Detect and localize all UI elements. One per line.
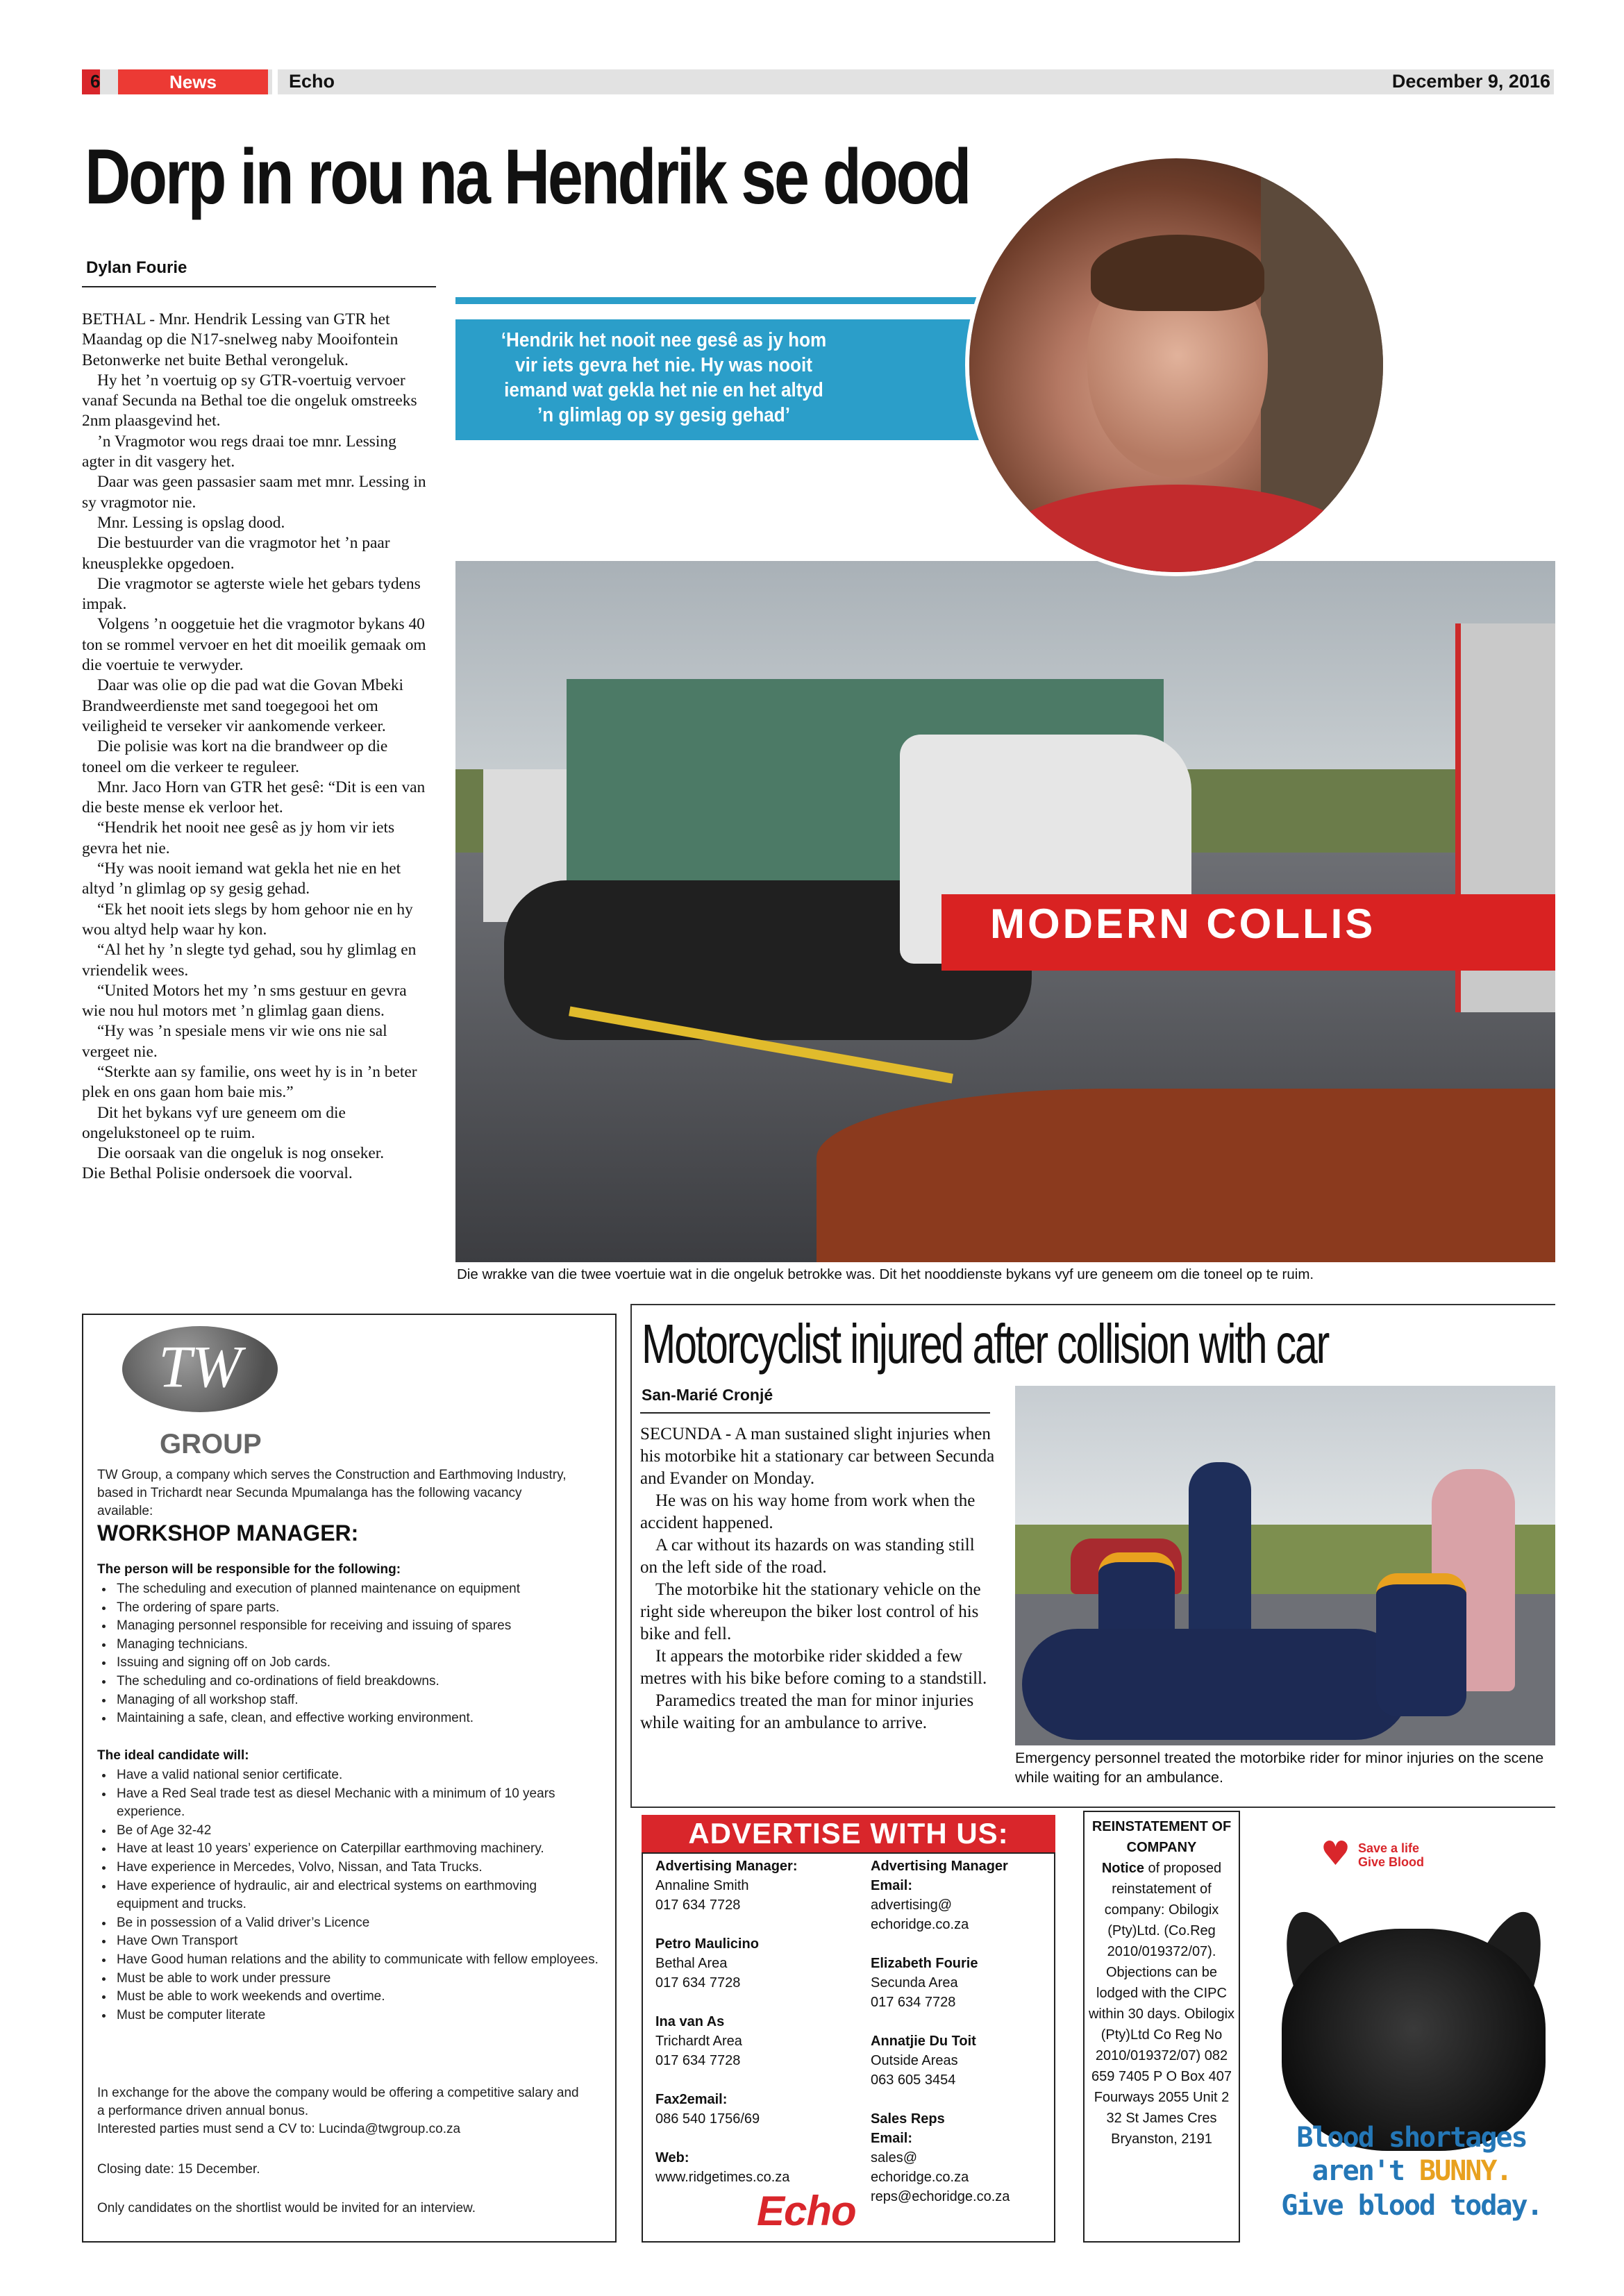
header-separator — [272, 69, 278, 94]
contact-block — [871, 2031, 1058, 2090]
contact-line: 017 634 7728 — [655, 2053, 741, 2068]
list-item: • Have a Red Seal trade test as diesel Mechanic with a minimum of 10 years experience. — [114, 1785, 600, 1822]
pull-quote-text: ‘Hendrik het nooit nee gesê as jy hom vir iets gevra het nie. Hy was nooit iemand wat gekla het nie en het altyd ’n glimlag op sy gesig gehad’ — [501, 329, 827, 426]
list-item: • Issuing and signing off on Job cards. — [114, 1654, 600, 1673]
paragraph: “Hendrik het nooit nee gesê as jy hom vir iets gevra het nie. — [82, 819, 395, 857]
paragraph: Daar was olie op die pad wat die Govan Mbeki Brandweerdienste met sand toegegooi het om veiligheid te verseker vir aankomende verkeer. — [82, 676, 404, 735]
contact-label: Elizabeth Fourie — [871, 1956, 978, 1971]
portrait-photo — [969, 158, 1383, 572]
tw-role: WORKSHOP MANAGER: — [97, 1520, 359, 1545]
list-item: • Managing technicians. — [114, 1636, 600, 1654]
paragraph: A car without its hazards on was standing still on the left side of the road. — [640, 1536, 975, 1577]
tw-responsibilities-list — [97, 1580, 600, 1728]
blood-tagline — [1358, 1841, 1424, 1869]
list-item: • Be of Age 32-42 — [114, 1822, 600, 1841]
paragraph: Mnr. Lessing is opslag dood. — [97, 513, 285, 532]
list-item: • Maintaining a safe, clean, and effective working environment. — [114, 1709, 600, 1728]
motorbike-photo — [1015, 1386, 1555, 1745]
contact-line: 017 634 7728 — [655, 1975, 741, 1991]
second-byline: San-Marié Cronjé — [642, 1386, 773, 1404]
section-divider — [630, 1807, 1555, 1808]
paragraph: Die bestuurder van die vragmotor het ’n paar kneusplekke opgedoen. — [82, 534, 390, 573]
contact-label: Ina van As — [655, 2014, 725, 2029]
list-item: • Have Own Transport — [114, 1932, 600, 1951]
slogan-2a: aren't — [1312, 2155, 1404, 2187]
tw-shortlist-note: Only candidates on the shortlist would be invited for an interview. — [97, 2201, 476, 2215]
slogan-2b: BUNNY. — [1419, 2155, 1512, 2187]
issue-date: December 9, 2016 — [1391, 71, 1550, 92]
contact-line: echoridge.co.za — [871, 2170, 969, 2185]
contact-line: reps@echoridge.co.za — [871, 2189, 1010, 2204]
list-item: • Have experience in Mercedes, Volvo, Nissan, and Tata Trucks. — [114, 1859, 600, 1877]
byline-rule — [82, 286, 436, 287]
publication-name: Echo — [289, 71, 335, 92]
contact-block — [871, 1876, 1058, 1934]
contact-label: Advertising Manager — [871, 1859, 1008, 1874]
contact-label: Email: — [871, 2131, 913, 2146]
contact-block — [871, 2129, 1058, 2206]
list-item: • Must be able to work under pressure — [114, 1970, 600, 1988]
notice-body — [1085, 1858, 1239, 2150]
tw-closing-date: Closing date: 15 December. — [97, 2162, 260, 2177]
tagline-1: Save a life — [1358, 1841, 1420, 1855]
lead-byline: Dylan Fourie — [86, 258, 187, 277]
byline-rule — [640, 1412, 990, 1414]
tw-intro: TW Group, a company which serves the Construction and Earthmoving Industry, based in Trichardt near Secunda Mpumalanga has the following vacancy available: — [97, 1468, 567, 1518]
paragraph: “Ek het nooit iets slegs by hom gehoor nie en hy wou altyd help waar hy kon. — [82, 900, 413, 939]
contact-line: echoridge.co.za — [871, 1917, 969, 1932]
contact-label: Fax2email: — [655, 2092, 728, 2107]
photo-sign-text: MODERN COLLIS — [990, 900, 1376, 947]
paragraph: Die polisie was kort na die brandweer op die toneel om die verkeer te reguleer. — [82, 737, 388, 776]
list-item: • The scheduling and co-ordinations of field breakdowns. — [114, 1673, 600, 1691]
list-item: • Have experience of hydraulic, air and electrical systems on earthmoving equipment and trucks. — [114, 1877, 600, 1914]
contact-block — [655, 2012, 843, 2070]
paragraph: “Hy was nooit iemand wat gekla het nie en het altyd ’n glimlag op sy gesig gehad. — [82, 860, 401, 898]
notice-text: of proposed reinstatement of company: Obilogix (Pty)Ltd. (Co.Reg 2010/019372/07). Objections can be lodged with the CIPC within 30 days. Obilogix (Pty)Ltd Co Reg No 2010/019372/07) 082 659 7405 P O Box 407 Fourways 2055 Unit 2 32 St James Cres Bryanston, 2191 — [1088, 1861, 1235, 2147]
blood-slogan-2 — [1268, 2155, 1555, 2187]
heart-icon: ♥ — [1321, 1834, 1351, 1873]
paragraph: Paramedics treated the man for minor injuries while waiting for an ambulance to arrive. — [640, 1691, 974, 1732]
story-border — [630, 1305, 632, 1808]
list-item: • The scheduling and execution of planned maintenance on equipment — [114, 1580, 600, 1599]
paragraph: BETHAL - Mnr. Hendrik Lessing van GTR het Maandag op die N17-snelweg naby Mooifontein Betonwerke net buite Bethal verongeluk. — [82, 310, 399, 369]
contact-label: Annatjie Du Toit — [871, 2034, 976, 2049]
blood-slogan-1: Blood shortages — [1296, 2122, 1527, 2154]
paragraph: Mnr. Jaco Horn van GTR het gesê: “Dit is een van die beste mense ek verloor het. — [82, 778, 426, 817]
contact-block — [871, 1857, 1058, 1876]
tw-ideal-heading: The ideal candidate will: — [97, 1748, 249, 1763]
section-label: News — [118, 69, 268, 94]
reinstatement-notice — [1083, 1811, 1240, 2243]
paragraph: Volgens ’n ooggetuie het die vragmotor bykans 40 ton se rommel vervoer en het dit moeilik gemaak om die voertuie te verwyder. — [82, 615, 426, 675]
contact-line: Secunda Area — [871, 1975, 958, 1991]
contact-line: 063 605 3454 — [871, 2072, 956, 2088]
paragraph: “Al het hy ’n slegte tyd gehad, sou hy glimlag en vriendelik wees. — [82, 941, 417, 980]
contact-label: Sales Reps — [871, 2111, 945, 2127]
paragraph: ’n Vragmotor wou regs draai toe mnr. Lessing agter in dit vasgery het. — [82, 432, 396, 471]
advertise-contacts-left — [655, 1857, 843, 2206]
advertise-contacts-right — [871, 1857, 1058, 2226]
crash-photo-caption: Die wrakke van die twee voertuie wat in die ongeluk betrokke was. Dit het nooddienste bykans vyf ure geneem om die toneel op te ruim. — [457, 1266, 1314, 1282]
paragraph: Die oorsaak van die ongeluk is nog onseker. — [97, 1144, 385, 1163]
paragraph: Die vragmotor se agterste wiele het gebars tydens impak. — [82, 574, 421, 614]
contact-line: www.ridgetimes.co.za — [655, 2170, 790, 2185]
motorbike-photo-caption: Emergency personnel treated the motorbike rider for minor injuries on the scene while waiting for an ambulance. — [1015, 1750, 1544, 1786]
paragraph: The motorbike hit the stationary vehicle on the right side whereupon the biker lost control of his bike and fell. — [640, 1580, 981, 1643]
paragraph: It appears the motorbike rider skidded a few metres with his bike before coming to a standstill. — [640, 1647, 987, 1688]
paragraph: Die Bethal Polisie ondersoek die voorval. — [82, 1164, 353, 1183]
contact-block — [655, 1857, 843, 1915]
contact-label: Advertising Manager: — [655, 1859, 798, 1874]
list-item: • The ordering of spare parts. — [114, 1599, 600, 1618]
pull-quote — [455, 319, 997, 440]
contact-line: advertising@ — [871, 1897, 953, 1913]
paragraph: He was on his way home from work when the accident happened. — [640, 1491, 976, 1532]
notice-title: REINSTATEMENT OF COMPANY — [1091, 1819, 1232, 1855]
paragraph: “United Motors het my ’n sms gestuur en gevra wie nou hul motors met ’n glimlag gaan diens. — [82, 981, 407, 1021]
lead-headline: Dorp in rou na Hendrik se dood — [85, 133, 970, 220]
second-headline: Motorcyclist injured after collision with car — [642, 1313, 1329, 1375]
list-item: • Managing personnel responsible for receiving and issuing of spares — [114, 1617, 600, 1636]
tw-ideal-list — [97, 1766, 600, 2025]
tagline-2: Give Blood — [1358, 1855, 1425, 1869]
list-item: • Must be able to work weekends and overtime. — [114, 1988, 600, 2006]
contact-line: Outside Areas — [871, 2053, 958, 2068]
paragraph: Hy het ’n voertuig op sy GTR-voertuig vervoer vanaf Secunda na Bethal toe die ongeluk omstreeks 2nm plaasgevind het. — [82, 371, 417, 430]
paragraph: SECUNDA - A man sustained slight injuries when his motorbike hit a stationary car between Secunda and Evander on Monday. — [640, 1425, 995, 1488]
contact-line: 017 634 7728 — [655, 1897, 741, 1913]
contact-line: sales@ — [871, 2150, 917, 2165]
tw-group-label: GROUP — [160, 1429, 262, 1459]
contact-line: Bethal Area — [655, 1956, 728, 1971]
paragraph: Dit het bykans vyf ure geneem om die ongelukstoneel op te ruim. — [82, 1103, 346, 1142]
tw-responsibilities-heading: The person will be responsible for the following: — [97, 1562, 401, 1577]
crash-photo — [455, 561, 1555, 1262]
list-item: • Have at least 10 years’ experience on Caterpillar earthmoving machinery. — [114, 1840, 600, 1859]
paragraph: “Hy was ’n spesiale mens vir wie ons nie sal vergeet nie. — [82, 1022, 387, 1061]
blood-slogan-3 — [1268, 2190, 1555, 2222]
list-item: • Must be computer literate — [114, 2006, 600, 2025]
contact-block — [655, 2090, 843, 2129]
lead-story-body — [82, 310, 429, 1184]
list-item: • Managing of all workshop staff. — [114, 1691, 600, 1710]
contact-label: Petro Maulicino — [655, 1936, 759, 1952]
contact-line: 086 540 1756/69 — [655, 2111, 760, 2127]
contact-line: 017 634 7728 — [871, 1995, 956, 2010]
list-item: • Be in possession of a Valid driver’s Licence — [114, 1914, 600, 1933]
slogan-3a: Give blood — [1281, 2190, 1435, 2222]
contact-block — [655, 1934, 843, 1993]
contact-label: Email: — [871, 1878, 913, 1893]
contact-block — [871, 1954, 1058, 2012]
tw-offer-text: In exchange for the above the company would be offering a competitive salary and a performance driven annual bonus. — [97, 2086, 579, 2118]
tw-apply-text: Interested parties must send a CV to: Lucinda@twgroup.co.za — [97, 2122, 461, 2136]
blood-donation-ad — [1268, 1811, 1555, 2243]
bunny-image — [1282, 1929, 1546, 2151]
list-item: • Have Good human relations and the ability to communicate with fellow employees. — [114, 1951, 600, 1970]
contact-label: Web: — [655, 2150, 689, 2165]
notice-word: Notice — [1101, 1861, 1144, 1876]
second-story-body — [640, 1423, 996, 1734]
page-number: 6 — [90, 71, 101, 92]
contact-block — [871, 2109, 1058, 2129]
section-divider — [630, 1304, 1555, 1305]
tw-offer — [97, 2084, 583, 2138]
quote-stripe — [455, 297, 990, 304]
contact-block — [655, 2148, 843, 2187]
paragraph: “Sterkte aan sy familie, ons weet hy is in ’n beter plek en ons gaan hom baie mis.” — [82, 1062, 417, 1102]
paragraph: Daar was geen passasier saam met mnr. Lessing in sy vragmotor nie. — [82, 473, 426, 512]
contact-line: Trichardt Area — [655, 2034, 742, 2049]
list-item: • Have a valid national senior certificate. — [114, 1766, 600, 1785]
contact-line: Annaline Smith — [655, 1878, 749, 1893]
tw-logo-text: TW — [158, 1333, 242, 1400]
advertise-heading: ADVERTISE WITH US: — [642, 1815, 1055, 1852]
echo-logo: Echo — [757, 2188, 856, 2234]
slogan-3b: today. — [1450, 2190, 1542, 2222]
